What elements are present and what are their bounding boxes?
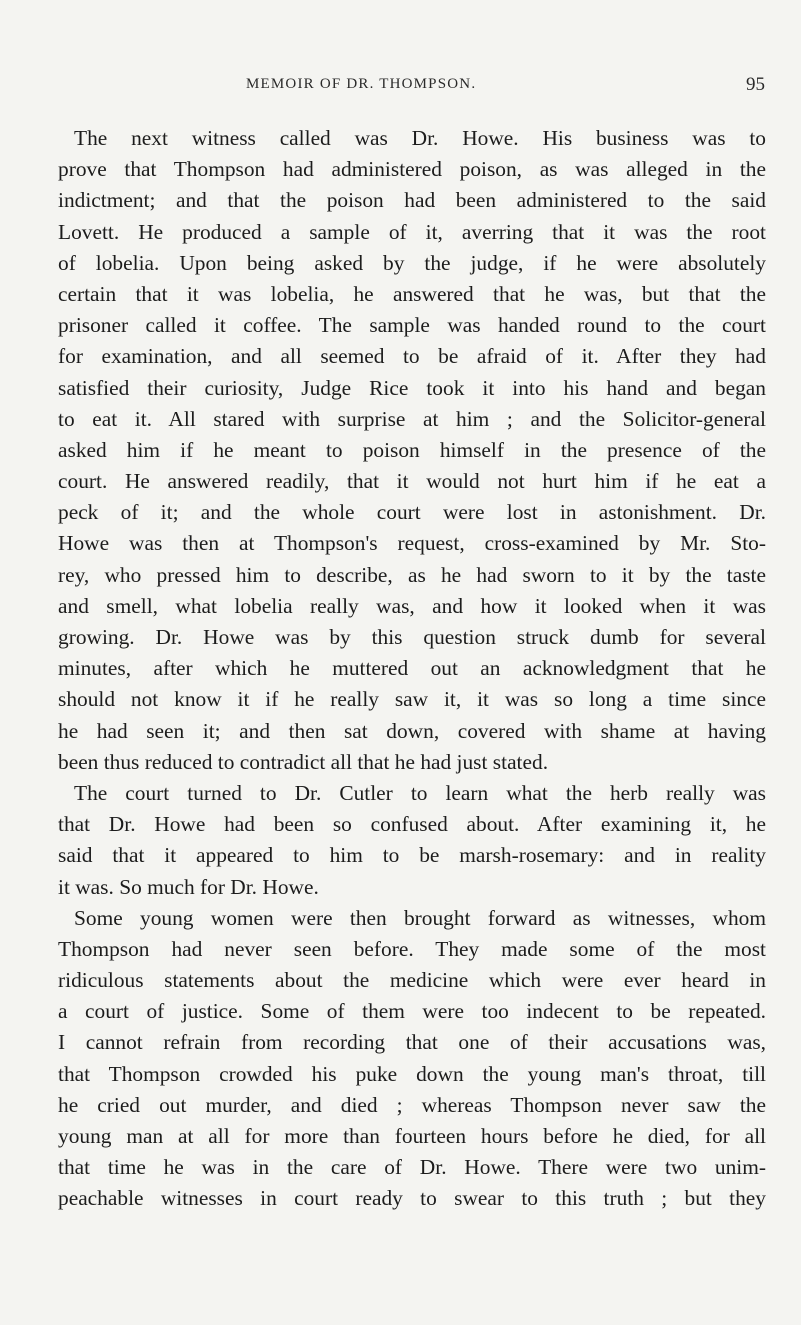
text-line: peachable witnesses in court ready to swear to this truth ; but they — [58, 1186, 766, 1211]
text-line: to eat it. All stared with surprise at him ; and the Solicitor-general — [58, 406, 766, 431]
text-line: that Dr. Howe had been so confused about. After examining it, he — [58, 812, 766, 837]
text-line: Lovett. He produced a sample of it, averring that it was the root — [58, 219, 766, 244]
text-line: for examination, and all seemed to be afraid of it. After they had — [58, 344, 766, 369]
text-line: it was. So much for Dr. Howe. — [58, 874, 319, 899]
text-line: The next witness called was Dr. Howe. His business was to — [74, 126, 766, 150]
text-line: court. He answered readily, that it would not hurt him if he eat a — [58, 469, 766, 494]
text-line: that time he was in the care of Dr. Howe. There were two unim- — [58, 1155, 766, 1180]
text-line: minutes, after which he muttered out an acknowledgment that he — [58, 656, 766, 681]
text-line: satisfied their curiosity, Judge Rice took it into his hand and began — [58, 375, 766, 400]
text-line: ridiculous statements about the medicine which were ever heard in — [58, 968, 766, 993]
running-head — [60, 76, 765, 100]
text-line: Thompson had never seen before. They made some of the most — [58, 936, 766, 961]
text-line: rey, who pressed him to describe, as he had sworn to it by the taste — [58, 562, 766, 587]
text-line: peck of it; and the whole court were lost in astonishment. Dr. — [58, 500, 766, 525]
text-line: young man at all for more than fourteen hours before he died, for all — [58, 1124, 766, 1148]
text-line: that Thompson crowded his puke down the young man's throat, till — [58, 1061, 766, 1086]
text-line: certain that it was lobelia, he answered that he was, but that the — [58, 281, 766, 306]
text-line: should not know it if he really saw it, it was so long a time since — [58, 687, 766, 712]
text-line: been thus reduced to contradict all that he had just stated. — [58, 749, 549, 774]
text-line: asked him if he meant to poison himself in the presence of the — [58, 437, 766, 462]
body-text — [58, 123, 766, 1215]
text-line: indictment; and that the poison had been administered to the said — [58, 188, 766, 213]
text-line: of lobelia. Upon being asked by the judge, if he were absolutely — [58, 250, 766, 275]
text-line: prove that Thompson had administered poison, as was alleged in the — [58, 157, 766, 182]
text-line: and smell, what lobelia really was, and how it looked when it was — [58, 593, 766, 618]
text-line: prisoner called it coffee. The sample was handed round to the court — [58, 313, 766, 338]
text-line: a court of justice. Some of them were too indecent to be repeated. — [58, 999, 766, 1024]
text-line: Some young women were then brought forward as witnesses, whom — [74, 905, 766, 930]
text-line: growing. Dr. Howe was by this question struck dumb for several — [58, 625, 766, 649]
text-line: The court turned to Dr. Cutler to learn what the herb really was — [74, 780, 766, 805]
running-title: MEMOIR OF DR. THOMPSON. — [246, 76, 477, 92]
text-line: said that it appeared to him to be marsh-rosemary: and in reality — [58, 843, 766, 868]
page-number: 95 — [746, 74, 765, 95]
text-line: he had seen it; and then sat down, covered with shame at having — [58, 718, 766, 743]
text-line: I cannot refrain from recording that one of their accusations was, — [58, 1030, 766, 1055]
text-line: Howe was then at Thompson's request, cross-examined by Mr. Sto- — [58, 531, 766, 556]
text-line: he cried out murder, and died ; whereas Thompson never saw the — [58, 1092, 766, 1117]
